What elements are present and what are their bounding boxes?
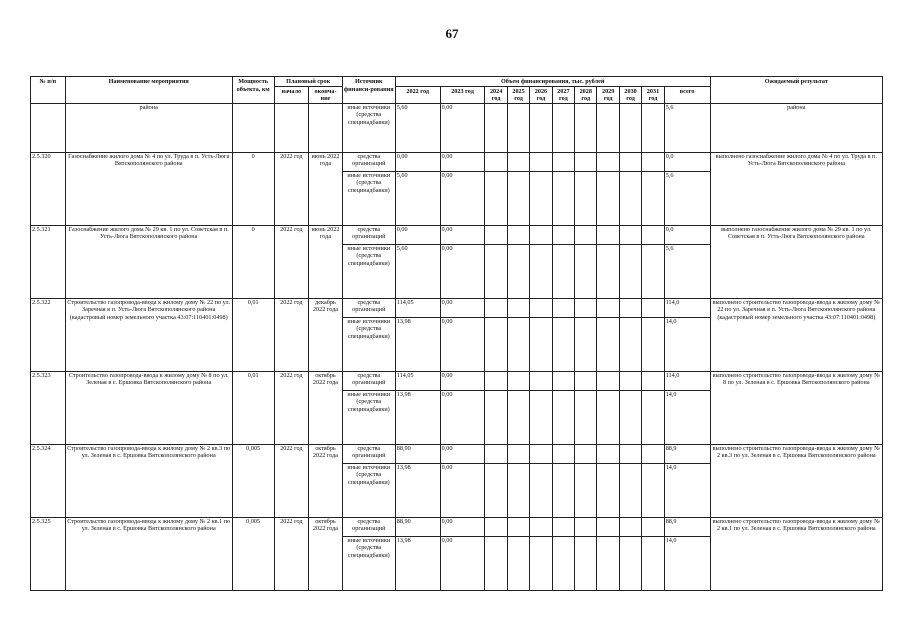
- row-result: выполнено строительство газопровода-ввода к жилому дому № 2 кв.3 по ул. Зеленая в с. Ершовка Вятскополянского района: [710, 444, 882, 517]
- cell-2022: 5,60: [395, 244, 440, 298]
- row-capacity: 0,01: [232, 298, 274, 371]
- cell-2023: 0,00: [440, 225, 485, 244]
- row-end: октябрь 2022 года: [309, 517, 343, 590]
- row-source: средства организаций: [342, 444, 395, 463]
- header-funding: Объем финансирования, тыс. рублей: [395, 77, 710, 87]
- row-capacity: 0: [232, 225, 274, 298]
- row-source: иные источники (средства специнадбавки): [342, 536, 395, 590]
- row-num: 2.5.325: [31, 517, 66, 590]
- row-name: Газоснабжение жилого дома № 29 кв. 1 по ул. Советская в п. Усть-Люга Вятскополянского района: [65, 225, 232, 298]
- row-start: 2022 год: [274, 517, 309, 590]
- row-start: 2022 год: [274, 225, 309, 298]
- row-name: Строительство газопровода-ввода к жилому дому № 22 по ул. Заречная в п. Усть-Люга Вятскополянского района (кадастровый номер земельного участка 43:07:110401:0498): [65, 298, 232, 371]
- header-year-2024: 2024 год: [485, 86, 507, 103]
- table-row: [31, 225, 883, 244]
- row-source: средства организаций: [342, 152, 395, 171]
- cell-total: 14,0: [664, 317, 710, 371]
- table-header: [31, 77, 883, 104]
- row-name: Строительство газопровода-ввода к жилому дому № 2 кв.3 по ул. Зеленая в с. Ершовка Вятскополянского района: [65, 444, 232, 517]
- row-num: [31, 103, 66, 152]
- header-result: Ожидаемый результат: [710, 77, 882, 104]
- cell-2022: 114,05: [395, 298, 440, 317]
- header-term: Плановый срок: [274, 77, 342, 87]
- cell-2022: 13,98: [395, 390, 440, 444]
- row-result: выполнено строительство газопровода-ввода к жилому дому № 8 по ул. Зеленая в с. Ершовка Вятскополянского района: [710, 371, 882, 444]
- row-source: средства организаций: [342, 225, 395, 244]
- row-source: иные источники (средства специнадбавки): [342, 317, 395, 371]
- header-2023: 2023 год: [440, 86, 485, 103]
- row-source: иные источники (средства специнадбавки): [342, 171, 395, 225]
- row-capacity: 0,005: [232, 444, 274, 517]
- table-row: [31, 152, 883, 171]
- header-year-2030: 2030 год: [619, 86, 641, 103]
- cell-total: 5,6: [664, 103, 710, 152]
- table-row: [31, 298, 883, 317]
- row-name: района: [65, 103, 232, 152]
- cell-total: 5,6: [664, 171, 710, 225]
- row-source: средства организаций: [342, 371, 395, 390]
- row-result: выполнено газоснабжение жилого дома № 29 кв. 1 по ул. Советская в п. Усть-Люга Вятскополянского района: [710, 225, 882, 298]
- cell-total: 5,6: [664, 244, 710, 298]
- cell-2022: 13,98: [395, 317, 440, 371]
- cell-2022: 5,60: [395, 171, 440, 225]
- table-row: [31, 517, 883, 536]
- cell-2023: 0,00: [440, 371, 485, 390]
- cell-total: 88,9: [664, 517, 710, 536]
- header-year-2029: 2029 год: [597, 86, 619, 103]
- page-number: 67: [445, 26, 459, 41]
- cell-2022: 13,98: [395, 536, 440, 590]
- header-capacity: Мощность объекта, км: [232, 77, 274, 104]
- row-source: средства организаций: [342, 298, 395, 317]
- cell-2023: 0,00: [440, 244, 485, 298]
- cell-total: 0,0: [664, 152, 710, 171]
- row-capacity: 0: [232, 152, 274, 225]
- cell-total: 114,0: [664, 371, 710, 390]
- row-source: средства организаций: [342, 517, 395, 536]
- row-num: 2.5.324: [31, 444, 66, 517]
- cell-2022: 0,00: [395, 225, 440, 244]
- row-capacity: 0,005: [232, 517, 274, 590]
- cell-total: 14,0: [664, 390, 710, 444]
- table-body: [31, 103, 883, 590]
- cell-2023: 0,00: [440, 152, 485, 171]
- table-row: [31, 444, 883, 463]
- cell-2023: 0,00: [440, 317, 485, 371]
- header-year-2028: 2028 год: [575, 86, 597, 103]
- header-name: Наименование мероприятия: [65, 77, 232, 104]
- cell-total: 88,9: [664, 444, 710, 463]
- row-result: выполнено газоснабжение жилого дома № 4 по ул. Труда в п. Усть-Люга Вятскополянского района: [710, 152, 882, 225]
- header-num: № п/п: [31, 77, 66, 104]
- header-year-2031: 2031 год: [642, 86, 664, 103]
- row-start: 2022 год: [274, 298, 309, 371]
- row-start: 2022 год: [274, 444, 309, 517]
- header-year-2026: 2026 год: [530, 86, 552, 103]
- cell-2023: 0,00: [440, 103, 485, 152]
- row-source: иные источники (средства специнадбавки): [342, 390, 395, 444]
- row-name: Строительство газопровода-ввода к жилому дому № 2 кв.1 по ул. Зеленая в с. Ершовка Вятскополянского района: [65, 517, 232, 590]
- header-term-end: оконча-ние: [309, 86, 343, 103]
- row-end: декабрь 2022 года: [309, 298, 343, 371]
- row-source: иные источники (средства специнадбавки): [342, 463, 395, 517]
- cell-2023: 0,00: [440, 463, 485, 517]
- row-num: 2.5.322: [31, 298, 66, 371]
- row-source: иные источники (средства специнадбавки): [342, 244, 395, 298]
- row-end: июнь 2022 года: [309, 225, 343, 298]
- row-num: 2.5.321: [31, 225, 66, 298]
- cell-2022: 13,98: [395, 463, 440, 517]
- cell-2022: 88,90: [395, 444, 440, 463]
- header-2022: 2022 год: [395, 86, 440, 103]
- cell-2023: 0,00: [440, 171, 485, 225]
- row-end: октябрь 2022 года: [309, 371, 343, 444]
- header-year-2027: 2027 год: [552, 86, 574, 103]
- row-end: октябрь 2022 года: [309, 444, 343, 517]
- row-result: выполнено строительство газопровода-ввода к жилому дому № 2 кв.1 по ул. Зеленая в с. Ершовка Вятскополянского района: [710, 517, 882, 590]
- row-end: июнь 2022 года: [309, 152, 343, 225]
- row-num: 2.5.323: [31, 371, 66, 444]
- cell-2023: 0,00: [440, 536, 485, 590]
- cell-total: 14,0: [664, 463, 710, 517]
- row-name: Строительство газопровода-ввода к жилому дому № 8 по ул. Зеленая в с. Ершовка Вятскополянского района: [65, 371, 232, 444]
- cell-total: 14,0: [664, 536, 710, 590]
- cell-total: 114,0: [664, 298, 710, 317]
- row-result: выполнено строительство газопровода-ввода к жилому дому № 22 по ул. Заречная в п. Усть-Люга Вятскополянского района (кадастровый номер земельного участка 43:07:110401:0498): [710, 298, 882, 371]
- funding-table: [30, 76, 883, 591]
- cell-2023: 0,00: [440, 517, 485, 536]
- row-num: 2.5.320: [31, 152, 66, 225]
- header-year-2025: 2025 год: [507, 86, 529, 103]
- header-source: Источник финанси-рования: [342, 77, 395, 104]
- cell-2022: 114,05: [395, 371, 440, 390]
- row-start: 2022 год: [274, 371, 309, 444]
- table-row: [31, 371, 883, 390]
- row-start: 2022 год: [274, 152, 309, 225]
- cell-2023: 0,00: [440, 298, 485, 317]
- cell-2022: 88,90: [395, 517, 440, 536]
- table-row: [31, 103, 883, 152]
- header-total: всего: [664, 86, 710, 103]
- row-result: района: [710, 103, 882, 152]
- cell-2023: 0,00: [440, 390, 485, 444]
- row-capacity: 0,01: [232, 371, 274, 444]
- cell-2022: 5,60: [395, 103, 440, 152]
- cell-2022: 0,00: [395, 152, 440, 171]
- row-name: Газоснабжение жилого дома № 4 по ул. Труда в п. Усть-Люга Вятскополянского района: [65, 152, 232, 225]
- row-source: иные источники (средства специнадбавки): [342, 103, 395, 152]
- cell-total: 0,0: [664, 225, 710, 244]
- cell-2023: 0,00: [440, 444, 485, 463]
- header-term-start: начало: [274, 86, 309, 103]
